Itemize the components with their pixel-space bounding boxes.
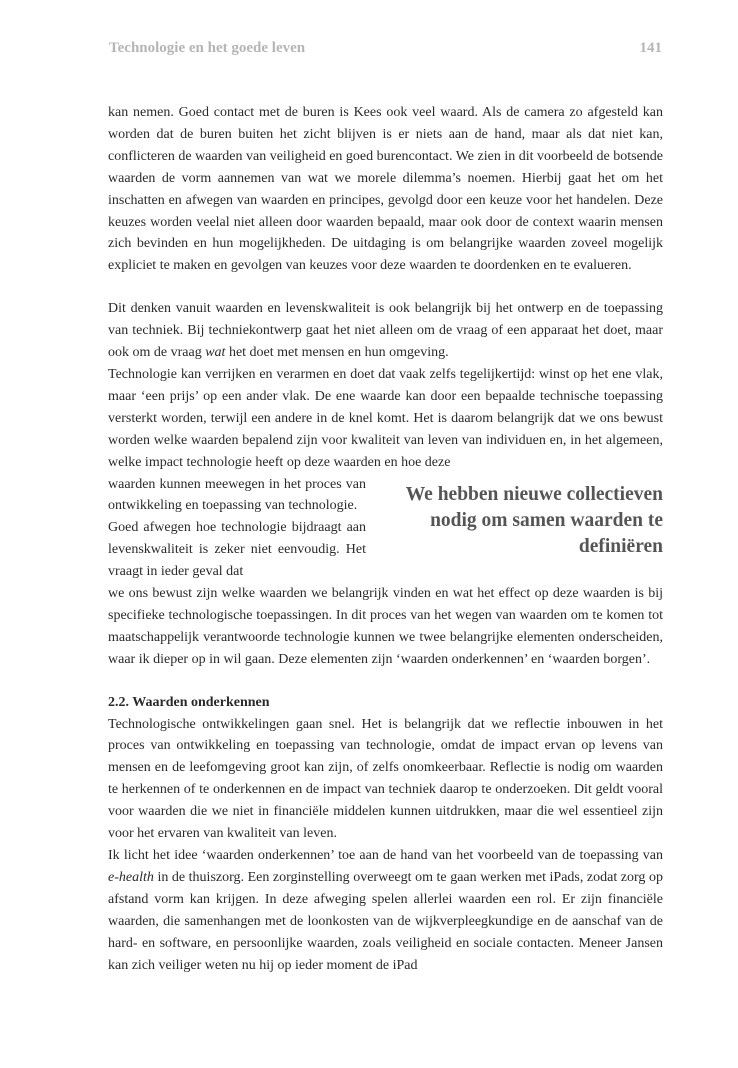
paragraph-1: kan nemen. Goed contact met de buren is Kees ook veel waard. Als de camera zo afgesteld kan worden dat de buren buiten het zicht blijven is er niets aan de hand, maar als dat niet kan, conflicteren de waarden van veiligheid en goed burencontact. We zien in dit voorbeeld de botsende waarden de vorm aannemen van wat we morele dilemma’s noemen. Hierbij gaat het om het inschatten en afwegen van waarden en principes, gevolgd door een keuze voor het handelen. Deze keuzes worden veelal niet alleen door waarden bepaald, maar ook door de context waarin mensen zich bevinden en hun mogelijkheden. De uitdaging is om belangrijke waarden zoveel mogelijk expliciet te maken en gevolgen van keuzes voor deze waarden te doordenken en te evalueren. bbox=[108, 105, 663, 274]
paragraph-5: Technologische ontwikkelingen gaan snel. Het is belangrijk dat we reflectie inbouwen in het proces van ontwikkeling en toepassing van technologie, omdat de impact ervan op levens van mensen en de leefomgeving groot kan zijn, of zelfs onomkeerbaar. Reflectie is nodig om waarden te herkennen of te onderkennen en de impact van techniek daarop te onderzoeken. Dit geldt vooral voor waarden die we niet in financiële middelen kunnen uitdrukken, maar die wel essentieel zijn voor het ervaren van kwaliteit van leven. bbox=[108, 716, 663, 842]
page-body bbox=[108, 102, 663, 976]
running-title: Technologie en het goede leven bbox=[109, 40, 306, 56]
paragraph-3-continued: waarden kunnen meewegen in het proces van ontwikkeling en toepassing van technologie. bbox=[108, 476, 366, 514]
paragraph-4: Goed afwegen hoe technologie bijdraagt aan levenskwaliteit is zeker niet eenvoudig. Het vraagt in ieder geval dat bbox=[108, 520, 366, 580]
paragraph-6-text-a: Ik licht het idee ‘waarden onderkennen’ toe aan de hand van het voorbeeld van de toepassing van bbox=[108, 848, 663, 863]
paragraph-6-emphasis: e-health bbox=[108, 869, 154, 885]
paragraph-2-text-b: het doet met mensen en hun omgeving. bbox=[225, 345, 449, 361]
pull-quote: We hebben nieuwe collectieven nodig om samen waarden te definiëren bbox=[405, 483, 663, 557]
paragraph-3: Technologie kan verrijken en verarmen en doet dat vaak zelfs tegelijkertijd: winst op het ene vlak, maar ‘een prijs’ op een ander vlak. De ene waarde kan door een bepaalde technische toepassing versterkt worden, terwijl een andere in de knel komt. Het is daarom belangrijk dat we ons bewust worden welke waarden bepalend zijn voor kwaliteit van leven van individuen en, in het algemeen, welke impact technologie heeft op deze waarden en hoe deze bbox=[108, 366, 663, 470]
paragraph-6 bbox=[108, 845, 663, 976]
paragraph-2-text-a: Dit denken vanuit waarden en levenskwaliteit is ook belangrijk bij het ontwerp en de toepassing van techniek. Bij techniekontwerp gaat het niet alleen om de vraag of een apparaat het doet, maar ook om de vraag bbox=[108, 301, 663, 361]
running-header bbox=[109, 40, 662, 57]
page-number: 141 bbox=[639, 40, 662, 56]
paragraph-4-continued: we ons bewust zijn welke waarden we belangrijk vinden en wat het effect op deze waarden is bij specifieke technologische toepassingen. In dit proces van het wegen van waarden om te komen tot maatschappelijk verantwoorde technologie kunnen we twee belangrijke elementen onderscheiden, waar ik dieper op in wil gaan. Deze elementen zijn ‘waarden onderkennen’ en ‘waarden borgen’. bbox=[108, 586, 663, 667]
section-heading: 2.2. Waarden onderkennen bbox=[108, 694, 270, 710]
paragraph-6-text-b: in de thuiszorg. Een zorginstelling overweegt om te gaan werken met iPads, zodat zorg op afstand vorm kan krijgen. In deze afweging spelen allerlei waarden een rol. Er zijn financiële waarden, die samenhangen met de loonkosten van de wijkverpleegkundige en de aanschaf van de hard- en software, en persoonlijke waarden, zoals veiligheid en sociale contacten. Meneer Jansen kan zich veiliger weten nu hij op ieder moment de iPad bbox=[108, 869, 663, 973]
paragraph-2-emphasis: wat bbox=[205, 345, 226, 361]
paragraph-2 bbox=[108, 298, 663, 364]
